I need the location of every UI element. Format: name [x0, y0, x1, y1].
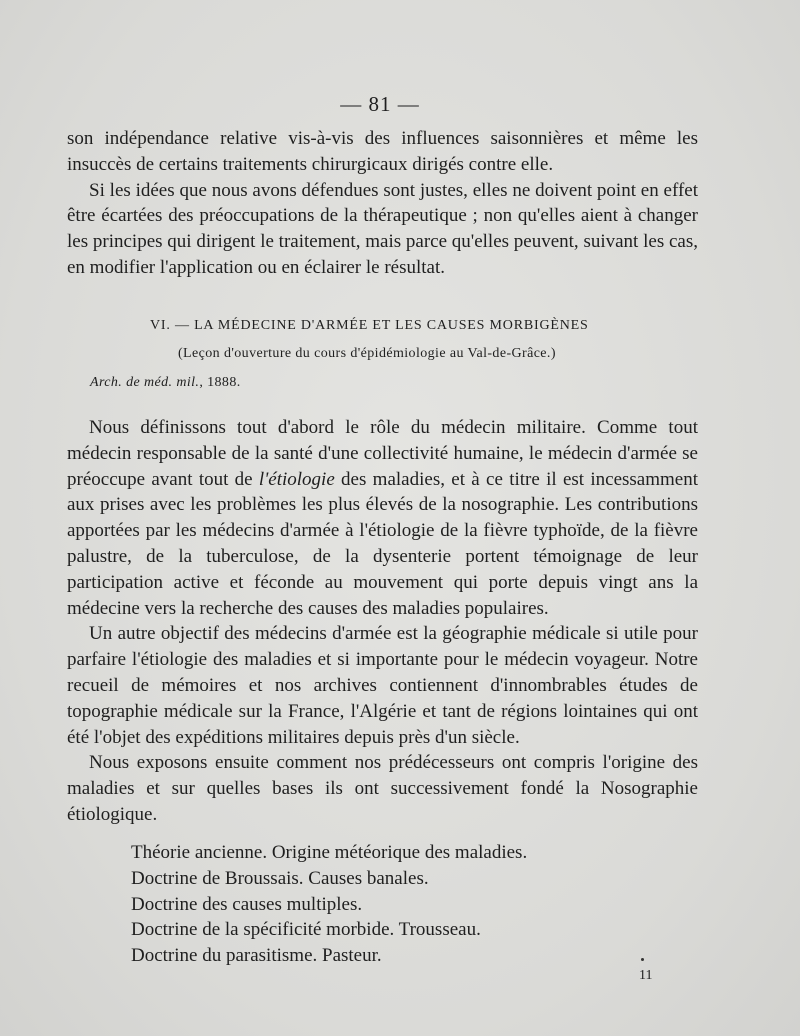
main-paragraph-2: Un autre objectif des médecins d'armée est la géographie médicale si utile pour parfaire l'étiologie des maladies et si importante pour le médecin voyageur. Notre recueil de mémoires et nos archives contiennent d'innombrables études de topographie médicale sur la France, l'Algérie et tant de régions lointaines qui ont été l'objet des expéditions militaires depuis près d'un siècle.: [67, 623, 698, 748]
intro-paragraph-1: son indépendance relative vis-à-vis des influences saisonnières et même les insuccès de certains traitements chirurgicaux dirigés contre elle.: [67, 128, 698, 175]
doctrine-item: Théorie ancienne. Origine météorique des maladies.: [131, 842, 528, 863]
reference-journal: Arch. de méd. mil.: [90, 375, 200, 390]
page-number: — 81 —: [340, 92, 420, 116]
section-title: VI. — LA MÉDECINE D'ARMÉE ET LES CAUSES MORBIGÈNES: [150, 318, 589, 333]
etiologie-emphasis: l'étiologie: [258, 468, 335, 490]
section-reference: [90, 375, 241, 391]
main-paragraph-3: Nous exposons ensuite comment nos prédécesseurs ont compris l'origine des maladies et sur quelles bases ils ont successivement fondé la Nosographie étiologique.: [67, 752, 698, 825]
signature-mark: 11: [639, 968, 653, 983]
doctrine-item: Doctrine de Broussais. Causes banales.: [131, 867, 429, 889]
doctrine-item: Doctrine de la spécificité morbide. Trousseau.: [131, 919, 481, 941]
intro-paragraph-2: Si les idées que nous avons défendues sont justes, elles ne doivent point en effet être écartées des préoccupations de la thérapeutique ; non qu'elles aient à changer les principes qui dirigent le traitement, mais parce qu'elles peuvent, suivant les cas, en modifier l'application ou en éclairer le résultat.: [67, 179, 698, 278]
main-paragraph-1-start: Nous définissons tout d'abord le rôle du médecin militaire. Comme tout médecin responsable de la santé d'une collectivité humaine, le médecin d'armée se préoccupe avant tout de: [67, 417, 698, 490]
doctrine-list: [131, 840, 527, 969]
main-text: [67, 415, 698, 828]
signature-dot: [641, 958, 644, 961]
intro-text: [67, 126, 698, 281]
section-subtitle: (Leçon d'ouverture du cours d'épidémiologie au Val-de-Grâce.): [178, 346, 556, 361]
main-paragraph-1-end: des maladies, et à ce titre il est incessamment aux prises avec les problèmes les plus élevés de la nosographie. Les contributions apportées par les médecins d'armée à l'étiologie de la fièvre typhoïde, de la fièvre palustre, de la tuberculose, de la dysenterie portent témoignage de leur participation active et féconde au mouvement qui porte depuis vingt ans la médecine vers la recherche des causes des maladies populaires.: [67, 468, 699, 619]
doctrine-item: Doctrine des causes multiples.: [131, 893, 363, 915]
main-paragraph-1: [67, 415, 698, 621]
doctrine-item: Doctrine du parasitisme. Pasteur.: [131, 945, 382, 967]
reference-year: , 1888.: [199, 375, 241, 390]
